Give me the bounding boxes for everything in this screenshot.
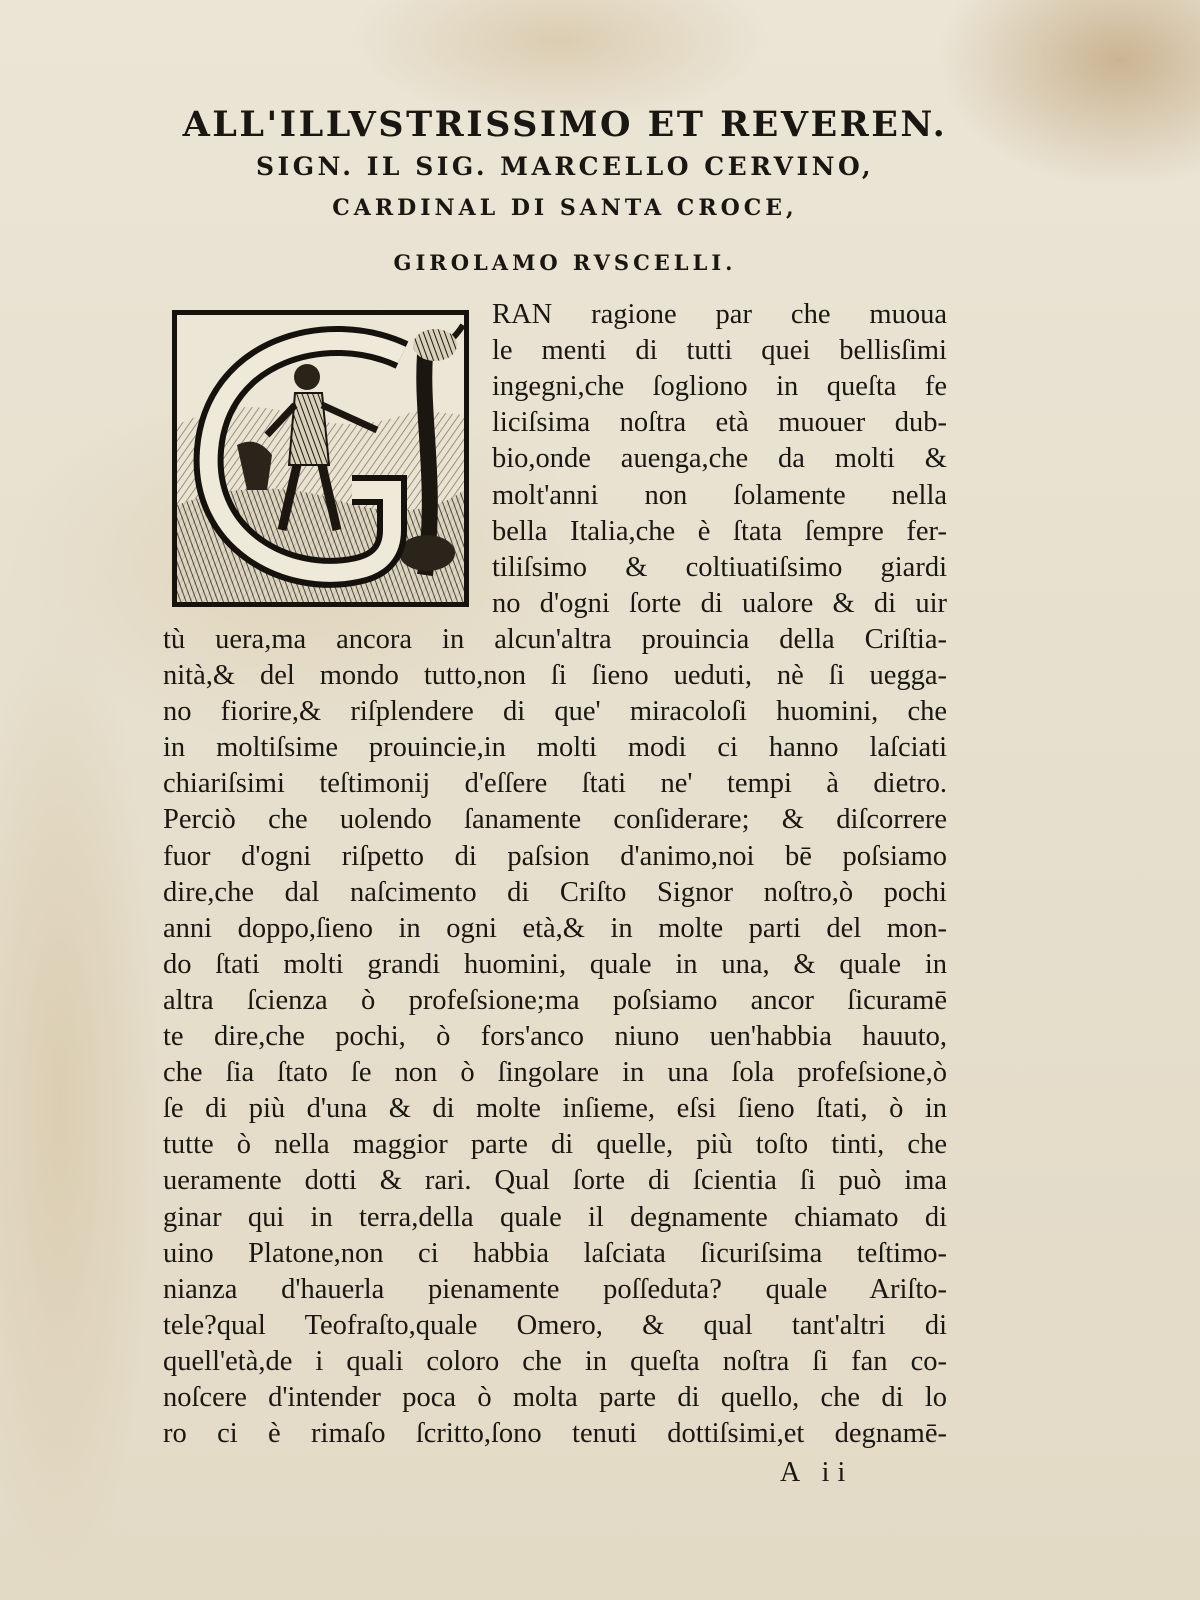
folio-signature: A ii xyxy=(780,1457,854,1488)
dedication-heading-line-2: SIGN. IL SIG. MARCELLO CERVINO, xyxy=(255,152,875,181)
text-line: do ſtati molti grandi huomini, quale in una, & quale in xyxy=(163,948,947,980)
text-line: te dire,che pochi, ò fors'anco niuno uen'habbia hauuto, xyxy=(163,1021,947,1052)
text-line: tiliſsimo & coltiuatiſsimo giardi xyxy=(492,551,947,583)
text-line: nianza d'hauerla pienamente poſſeduta? quale Ariſto- xyxy=(163,1273,948,1305)
text-line: liciſsima noſtra età muouer dub- xyxy=(492,407,948,439)
dedication-heading-line-3: CARDINAL DI SANTA CROCE, xyxy=(332,195,798,221)
text-line: bio,onde auenga,che da molti & xyxy=(492,443,947,475)
text-line: no fiorire,& riſplendere di que' miracoloſi huomini, che xyxy=(163,696,947,728)
text-line: nità,& del mondo tutto,non ſi ſieno ueduti, nè ſi uegga- xyxy=(163,660,948,691)
dedication-heading-line-1: ALL'ILLVSTRISSIMO ET REVEREN. xyxy=(182,104,948,145)
text-line: ro ci è rimaſo ſcritto,ſono tenuti dottiſsimi,et degnamē- xyxy=(163,1418,947,1450)
text-line: RAN ragione par che muoua xyxy=(492,299,947,330)
woodcut-initial xyxy=(172,310,469,607)
text-line: chiariſsimi teſtimonij d'eſſere ſtati ne' tempi à dietro. xyxy=(163,768,948,800)
text-line: ingegni,che ſogliono in queſta fe xyxy=(492,371,948,403)
text-line: tele?qual Teofraſto,quale Omero, & qual tant'altri di xyxy=(163,1309,948,1341)
text-line: tù uera,ma ancora in alcun'altra prouincia della Criſtia- xyxy=(163,623,947,655)
text-line: quell'età,de i quali coloro che in queſta noſtra ſi fan co- xyxy=(163,1345,947,1377)
text-line: tutte ò nella maggior parte di quelle, più toſto tinti, che xyxy=(163,1129,947,1161)
author-name: GIROLAMO RVSCELLI. xyxy=(393,250,737,275)
text-line: anni doppo,ſieno in ogni età,& in molte parti del mon- xyxy=(163,912,947,944)
text-line: Perciò che uolendo ſanamente conſiderare; & diſcorrere xyxy=(163,804,947,836)
text-line: fuor d'ogni riſpetto di paſsion d'animo,noi bē poſsiamo xyxy=(163,840,947,872)
text-line: no d'ogni ſorte di ualore & di uir xyxy=(492,587,948,619)
text-line: ueramente dotti & rari. Qual ſorte di ſcientia ſi può ima xyxy=(163,1165,948,1197)
text-line: ginar qui in terra,della quale il degnamente chiamato di xyxy=(163,1201,947,1233)
text-line: ſe di più d'una & di molte inſieme, eſsi ſieno ſtati, ò in xyxy=(163,1093,948,1125)
text-line: bella Italia,che è ſtata ſempre fer- xyxy=(492,515,947,547)
text-line: altra ſcienza ò profeſsione;ma poſsiamo ancor ſicuramē xyxy=(163,984,947,1016)
text-line: uino Platone,non ci habbia laſciata ſicuriſsima teſtimo- xyxy=(163,1237,947,1269)
woodcut-initial-illustration xyxy=(177,315,464,602)
text-line: in moltiſsime prouincie,in molti modi ci hanno laſciati xyxy=(163,732,947,764)
text-line: le menti di tutti quei bellisſimi xyxy=(492,335,947,367)
text-line: noſcere d'intender poca ò molta parte di quello, che di lo xyxy=(163,1382,947,1413)
text-line: molt'anni non ſolamente nella xyxy=(492,479,948,511)
text-line: dire,che dal naſcimento di Criſto Signor noſtro,ò pochi xyxy=(163,876,947,908)
text-line: che ſia ſtato ſe non ò ſingolare in una ſola profeſsione,ò xyxy=(163,1057,947,1089)
